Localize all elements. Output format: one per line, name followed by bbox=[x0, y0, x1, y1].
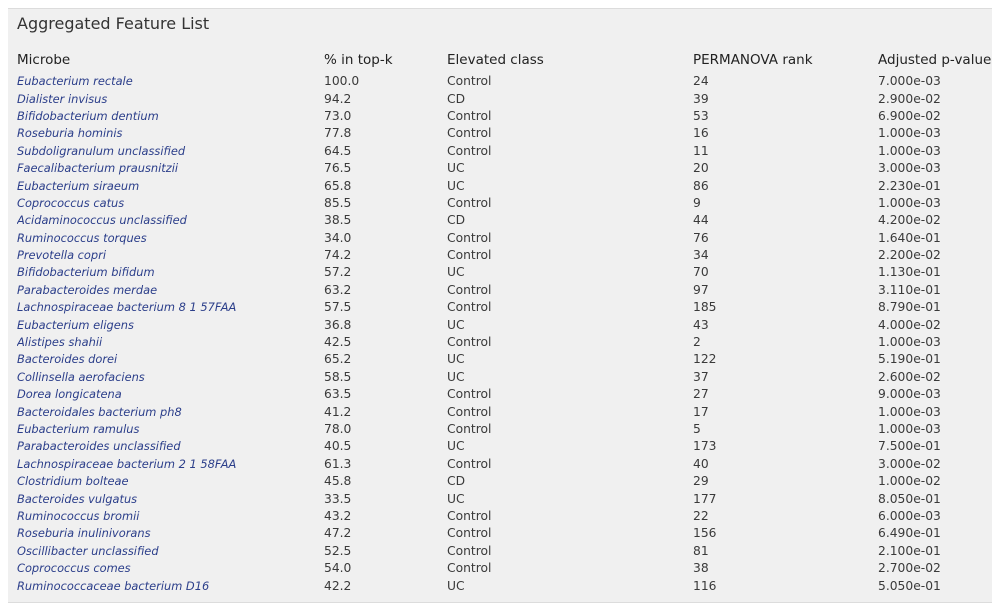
percent-top-k-cell: 41.2 bbox=[324, 404, 352, 419]
adjusted-p-value-cell: 4.000e-02 bbox=[878, 317, 941, 332]
microbe-cell bbox=[17, 125, 324, 142]
percent-top-k-cell: 40.5 bbox=[324, 439, 352, 454]
elevated-class-cell: Control bbox=[447, 230, 492, 245]
table-row bbox=[17, 386, 988, 403]
adjusted-p-value-cell: 2.100e-01 bbox=[878, 543, 941, 558]
microbe-link[interactable]: Oscillibacter unclassified bbox=[17, 543, 159, 558]
panel-title: Aggregated Feature List bbox=[17, 14, 210, 33]
table-row bbox=[17, 525, 988, 542]
table-row bbox=[17, 403, 988, 420]
table-row bbox=[17, 334, 988, 351]
percent-top-k-cell: 61.3 bbox=[324, 456, 352, 471]
table-row bbox=[17, 195, 988, 212]
column-header-microbe: Microbe bbox=[17, 52, 71, 68]
permanova-rank-cell: 17 bbox=[693, 404, 709, 419]
adjusted-p-value-cell: 3.000e-02 bbox=[878, 456, 941, 471]
percent-top-k-cell: 94.2 bbox=[324, 91, 352, 106]
column-header-permanova-rank: PERMANOVA rank bbox=[693, 52, 813, 68]
table-row bbox=[17, 125, 988, 142]
permanova-rank-cell: 86 bbox=[693, 178, 709, 193]
elevated-class-cell: Control bbox=[447, 143, 492, 158]
elevated-class-cell: Control bbox=[447, 526, 492, 541]
microbe-cell bbox=[17, 490, 324, 507]
permanova-rank-cell: 39 bbox=[693, 91, 709, 106]
microbe-cell bbox=[17, 351, 324, 368]
table-row bbox=[17, 369, 988, 386]
adjusted-p-value-cell: 4.200e-02 bbox=[878, 213, 941, 228]
permanova-rank-cell: 34 bbox=[693, 248, 709, 263]
microbe-link[interactable]: Coprococcus comes bbox=[17, 561, 131, 576]
table-row bbox=[17, 438, 988, 455]
elevated-class-cell: Control bbox=[447, 561, 492, 576]
aggregated-feature-panel bbox=[8, 8, 992, 603]
percent-top-k-cell: 65.2 bbox=[324, 352, 352, 367]
elevated-class-cell: Control bbox=[447, 387, 492, 402]
adjusted-p-value-cell: 7.000e-03 bbox=[878, 74, 941, 89]
microbe-link[interactable]: Bacteroidales bacterium ph8 bbox=[17, 404, 182, 419]
microbe-cell bbox=[17, 369, 324, 386]
microbe-link[interactable]: Roseburia inulinivorans bbox=[17, 526, 151, 541]
adjusted-p-value-cell: 2.600e-02 bbox=[878, 369, 941, 384]
percent-top-k-cell: 78.0 bbox=[324, 422, 352, 436]
permanova-rank-cell: 97 bbox=[693, 282, 709, 297]
permanova-rank-cell: 185 bbox=[693, 300, 717, 315]
microbe-cell bbox=[17, 264, 324, 281]
percent-top-k-cell: 77.8 bbox=[324, 126, 352, 141]
elevated-class-cell: Control bbox=[447, 335, 492, 350]
elevated-class-cell: UC bbox=[447, 369, 465, 384]
adjusted-p-value-cell: 5.190e-01 bbox=[878, 352, 941, 367]
table-row bbox=[17, 212, 988, 229]
table-row bbox=[17, 577, 988, 594]
percent-top-k-cell: 58.5 bbox=[324, 369, 352, 384]
microbe-cell bbox=[17, 212, 324, 229]
microbe-cell bbox=[17, 177, 324, 194]
microbe-link[interactable]: Subdoligranulum unclassified bbox=[17, 143, 186, 158]
permanova-rank-cell: 24 bbox=[693, 74, 709, 89]
microbe-link[interactable]: Bacteroides vulgatus bbox=[17, 491, 138, 506]
adjusted-p-value-cell: 2.230e-01 bbox=[878, 178, 941, 193]
microbe-link[interactable]: Bifidobacterium dentium bbox=[17, 108, 159, 123]
elevated-class-cell: Control bbox=[447, 404, 492, 419]
adjusted-p-value-cell: 1.000e-03 bbox=[878, 143, 941, 158]
adjusted-p-value-cell: 9.000e-03 bbox=[878, 387, 941, 402]
percent-top-k-cell: 57.2 bbox=[324, 265, 352, 280]
microbe-link[interactable]: Faecalibacterium prausnitzii bbox=[17, 161, 179, 176]
column-header-adjusted-p-value: Adjusted p-value bbox=[878, 52, 992, 68]
table-header-row bbox=[17, 47, 988, 73]
permanova-rank-cell: 70 bbox=[693, 265, 709, 280]
table-row bbox=[17, 90, 988, 107]
table-row bbox=[17, 543, 988, 560]
percent-top-k-cell: 76.5 bbox=[324, 161, 352, 176]
elevated-class-cell: Control bbox=[447, 108, 492, 123]
adjusted-p-value-cell: 6.490e-01 bbox=[878, 526, 941, 541]
microbe-link[interactable]: Acidaminococcus unclassified bbox=[17, 213, 187, 228]
microbe-cell bbox=[17, 560, 324, 577]
elevated-class-cell: Control bbox=[447, 248, 492, 263]
elevated-class-cell: UC bbox=[447, 439, 465, 454]
permanova-rank-cell: 38 bbox=[693, 561, 709, 576]
adjusted-p-value-cell: 1.130e-01 bbox=[878, 265, 941, 280]
percent-top-k-cell: 38.5 bbox=[324, 213, 352, 228]
percent-top-k-cell: 74.2 bbox=[324, 248, 352, 263]
permanova-rank-cell: 27 bbox=[693, 387, 709, 402]
microbe-link[interactable]: Eubacterium ramulus bbox=[17, 422, 140, 436]
percent-top-k-cell: 36.8 bbox=[324, 317, 352, 332]
adjusted-p-value-cell: 2.200e-02 bbox=[878, 248, 941, 263]
adjusted-p-value-cell: 2.900e-02 bbox=[878, 91, 941, 106]
adjusted-p-value-cell: 1.000e-03 bbox=[878, 126, 941, 141]
adjusted-p-value-cell: 1.640e-01 bbox=[878, 230, 941, 245]
microbe-cell bbox=[17, 438, 324, 455]
table-row bbox=[17, 73, 988, 90]
elevated-class-cell: UC bbox=[447, 265, 465, 280]
table-row bbox=[17, 299, 988, 316]
adjusted-p-value-cell: 2.700e-02 bbox=[878, 561, 941, 576]
microbe-cell bbox=[17, 508, 324, 525]
table-row bbox=[17, 351, 988, 368]
permanova-rank-cell: 116 bbox=[693, 578, 717, 593]
permanova-rank-cell: 43 bbox=[693, 317, 709, 332]
elevated-class-cell: UC bbox=[447, 578, 465, 593]
table-body bbox=[17, 73, 988, 595]
adjusted-p-value-cell: 7.500e-01 bbox=[878, 439, 941, 454]
percent-top-k-cell: 47.2 bbox=[324, 526, 352, 541]
table-row bbox=[17, 560, 988, 577]
microbe-link[interactable]: Ruminococcus torques bbox=[17, 230, 147, 245]
permanova-rank-cell: 40 bbox=[693, 456, 709, 471]
adjusted-p-value-cell: 1.000e-02 bbox=[878, 474, 941, 489]
table-row bbox=[17, 143, 988, 160]
percent-top-k-cell: 65.8 bbox=[324, 178, 352, 193]
permanova-rank-cell: 177 bbox=[693, 491, 717, 506]
microbe-cell bbox=[17, 73, 324, 90]
permanova-rank-cell: 173 bbox=[693, 439, 717, 454]
table-row bbox=[17, 108, 988, 125]
percent-top-k-cell: 54.0 bbox=[324, 561, 352, 576]
elevated-class-cell: Control bbox=[447, 456, 492, 471]
table-row bbox=[17, 264, 988, 281]
microbe-cell bbox=[17, 577, 324, 594]
microbe-cell bbox=[17, 543, 324, 560]
permanova-rank-cell: 5 bbox=[693, 422, 701, 436]
percent-top-k-cell: 45.8 bbox=[324, 474, 352, 489]
microbe-link[interactable]: Clostridium bolteae bbox=[17, 474, 129, 489]
permanova-rank-cell: 37 bbox=[693, 369, 709, 384]
table-row bbox=[17, 421, 988, 438]
microbe-cell bbox=[17, 421, 324, 438]
table-row bbox=[17, 177, 988, 194]
microbe-cell bbox=[17, 143, 324, 160]
microbe-link[interactable]: Bifidobacterium bifidum bbox=[17, 265, 155, 280]
elevated-class-cell: Control bbox=[447, 74, 492, 89]
microbe-cell bbox=[17, 160, 324, 177]
elevated-class-cell: CD bbox=[447, 474, 466, 489]
percent-top-k-cell: 57.5 bbox=[324, 300, 352, 315]
percent-top-k-cell: 33.5 bbox=[324, 491, 352, 506]
permanova-rank-cell: 29 bbox=[693, 474, 709, 489]
microbe-link[interactable]: Dialister invisus bbox=[17, 91, 108, 106]
microbe-cell bbox=[17, 299, 324, 316]
microbe-cell bbox=[17, 525, 324, 542]
microbe-cell bbox=[17, 230, 324, 247]
percent-top-k-cell: 63.5 bbox=[324, 387, 352, 402]
elevated-class-cell: Control bbox=[447, 543, 492, 558]
microbe-cell bbox=[17, 108, 324, 125]
adjusted-p-value-cell: 8.790e-01 bbox=[878, 300, 941, 315]
elevated-class-cell: Control bbox=[447, 282, 492, 297]
adjusted-p-value-cell: 6.000e-03 bbox=[878, 508, 941, 523]
table-row bbox=[17, 473, 988, 490]
table-row bbox=[17, 316, 988, 333]
percent-top-k-cell: 85.5 bbox=[324, 195, 352, 210]
adjusted-p-value-cell: 3.110e-01 bbox=[878, 282, 941, 297]
adjusted-p-value-cell: 3.000e-03 bbox=[878, 161, 941, 176]
microbe-cell bbox=[17, 334, 324, 351]
permanova-rank-cell: 53 bbox=[693, 108, 709, 123]
microbe-cell bbox=[17, 473, 324, 490]
permanova-rank-cell: 2 bbox=[693, 335, 701, 350]
microbe-link[interactable]: Lachnospiraceae bacterium 8 1 57FAA bbox=[17, 300, 237, 315]
elevated-class-cell: UC bbox=[447, 161, 465, 176]
table-row bbox=[17, 247, 988, 264]
microbe-cell bbox=[17, 282, 324, 299]
table-row bbox=[17, 456, 988, 473]
percent-top-k-cell: 42.5 bbox=[324, 335, 352, 350]
elevated-class-cell: UC bbox=[447, 352, 465, 367]
microbe-cell bbox=[17, 195, 324, 212]
adjusted-p-value-cell: 8.050e-01 bbox=[878, 491, 941, 506]
microbe-link[interactable]: Parabacteroides unclassified bbox=[17, 439, 181, 454]
adjusted-p-value-cell: 6.900e-02 bbox=[878, 108, 941, 123]
table-row bbox=[17, 160, 988, 177]
adjusted-p-value-cell: 1.000e-03 bbox=[878, 195, 941, 210]
feature-table bbox=[17, 47, 992, 595]
permanova-rank-cell: 16 bbox=[693, 126, 709, 141]
table-row bbox=[17, 508, 988, 525]
microbe-cell bbox=[17, 456, 324, 473]
percent-top-k-cell: 100.0 bbox=[324, 74, 360, 89]
microbe-cell bbox=[17, 247, 324, 264]
percent-top-k-cell: 63.2 bbox=[324, 282, 352, 297]
microbe-link[interactable]: Roseburia hominis bbox=[17, 126, 123, 141]
microbe-link[interactable]: Coprococcus catus bbox=[17, 195, 125, 210]
microbe-link[interactable]: Dorea longicatena bbox=[17, 387, 122, 402]
microbe-cell bbox=[17, 386, 324, 403]
percent-top-k-cell: 42.2 bbox=[324, 578, 352, 593]
microbe-link[interactable]: Parabacteroides merdae bbox=[17, 282, 158, 297]
percent-top-k-cell: 73.0 bbox=[324, 108, 352, 123]
elevated-class-cell: Control bbox=[447, 300, 492, 315]
adjusted-p-value-cell: 1.000e-03 bbox=[878, 404, 941, 419]
permanova-rank-cell: 76 bbox=[693, 230, 709, 245]
permanova-rank-cell: 156 bbox=[693, 526, 717, 541]
microbe-link[interactable]: Ruminococcus bromii bbox=[17, 508, 140, 523]
column-header-percent-top-k: % in top-k bbox=[324, 52, 393, 68]
microbe-link[interactable]: Alistipes shahii bbox=[17, 335, 103, 350]
percent-top-k-cell: 64.5 bbox=[324, 143, 352, 158]
elevated-class-cell: UC bbox=[447, 317, 465, 332]
microbe-link[interactable]: Eubacterium eligens bbox=[17, 317, 134, 332]
elevated-class-cell: Control bbox=[447, 422, 492, 436]
microbe-cell bbox=[17, 316, 324, 333]
permanova-rank-cell: 44 bbox=[693, 213, 709, 228]
column-header-elevated-class: Elevated class bbox=[447, 52, 544, 68]
percent-top-k-cell: 34.0 bbox=[324, 230, 352, 245]
microbe-link[interactable]: Prevotella copri bbox=[17, 248, 106, 263]
microbe-link[interactable]: Ruminococcaceae bacterium D16 bbox=[17, 578, 210, 593]
adjusted-p-value-cell: 1.000e-03 bbox=[878, 335, 941, 350]
elevated-class-cell: Control bbox=[447, 508, 492, 523]
permanova-rank-cell: 20 bbox=[693, 161, 709, 176]
microbe-link[interactable]: Bacteroides dorei bbox=[17, 352, 118, 367]
elevated-class-cell: UC bbox=[447, 178, 465, 193]
adjusted-p-value-cell: 1.000e-03 bbox=[878, 422, 941, 436]
microbe-link[interactable]: Collinsella aerofaciens bbox=[17, 369, 145, 384]
microbe-link[interactable]: Eubacterium rectale bbox=[17, 74, 133, 89]
permanova-rank-cell: 81 bbox=[693, 543, 709, 558]
table-row bbox=[17, 230, 988, 247]
percent-top-k-cell: 43.2 bbox=[324, 508, 352, 523]
permanova-rank-cell: 11 bbox=[693, 143, 709, 158]
elevated-class-cell: Control bbox=[447, 195, 492, 210]
microbe-cell bbox=[17, 90, 324, 107]
permanova-rank-cell: 22 bbox=[693, 508, 709, 523]
permanova-rank-cell: 122 bbox=[693, 352, 717, 367]
elevated-class-cell: UC bbox=[447, 491, 465, 506]
adjusted-p-value-cell: 5.050e-01 bbox=[878, 578, 941, 593]
elevated-class-cell: CD bbox=[447, 213, 466, 228]
microbe-cell bbox=[17, 403, 324, 420]
elevated-class-cell: Control bbox=[447, 126, 492, 141]
permanova-rank-cell: 9 bbox=[693, 195, 701, 210]
microbe-link[interactable]: Eubacterium siraeum bbox=[17, 178, 140, 193]
percent-top-k-cell: 52.5 bbox=[324, 543, 352, 558]
microbe-link[interactable]: Lachnospiraceae bacterium 2 1 58FAA bbox=[17, 456, 237, 471]
elevated-class-cell: CD bbox=[447, 91, 466, 106]
table-row bbox=[17, 282, 988, 299]
table-row bbox=[17, 490, 988, 507]
